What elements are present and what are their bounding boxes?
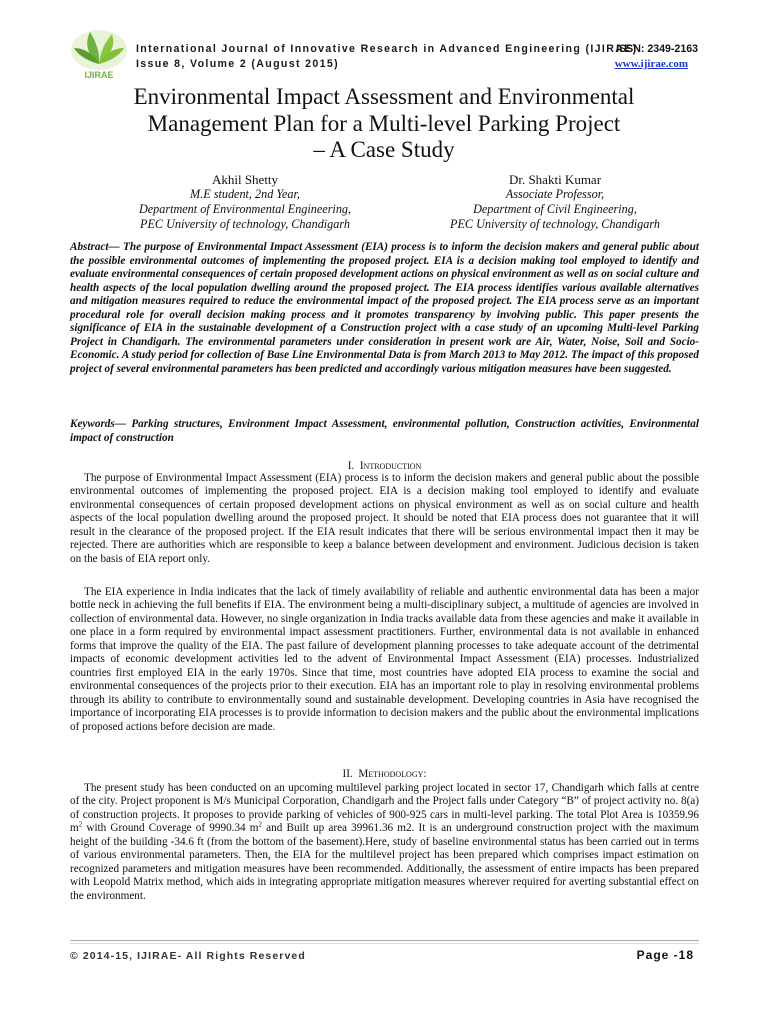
author-2-department: Department of Civil Engineering, — [473, 202, 637, 216]
section-heading-introduction — [70, 460, 699, 472]
journal-issn: ISSN: 2349-2163 — [616, 43, 698, 55]
paragraph-methodology — [70, 782, 699, 903]
author-2-affiliation: PEC University of technology, Chandigarh — [450, 217, 660, 231]
paper-title — [60, 84, 708, 164]
title-line-2: Management Plan for a Multi-level Parking Project — [147, 110, 621, 136]
author-2-name: Dr. Shakti Kumar — [508, 172, 602, 187]
section-title: Introduction — [359, 460, 422, 472]
author-1-department: Department of Environmental Engineering, — [138, 202, 352, 216]
methodology-text-c: and Built up area 39961.36 m2. It is an underground construction project with the maximum height of the building -34.6 ft (from the bottom of the basement).Here, study of baseline environmental status has been carried out in terms of various environmental parameters. Then, the EIA for the multilevel project has been prepared which comprises impact estimation on recognized parameters and mitigation measures have been recommended. Additionally, the assessment of entire impacts has been prepared with Leopold Matrix method, which aids in integrating appropriate mitigation measures wherever required for averting substantial effect on the environment. — [70, 822, 699, 902]
journal-url-link[interactable]: www.ijirae.com — [614, 58, 688, 70]
section-title: Methodology: — [358, 768, 427, 780]
title-line-1: Environmental Impact Assessment and Environmental — [133, 84, 635, 109]
title-line-3: – A Case Study — [313, 137, 455, 162]
paragraph-intro-1: The purpose of Environmental Impact Assessment (EIA) process is to inform the decision makers and general public about the possible environmental outcomes of implementing the proposed project. EIA is a decision making tool employed to identify and evaluate environmental consequences of certain proposed development actions on physical environment as well as on social culture and health aspects of the local population dwelling around the proposed project. It should be noted that EIA process does not guarantee that it will result in the clearance of the proposed project. If the EIA result indicates that there will be serious environmental impact then it may be rejected. There are authorities which are responsible to keep a balance between development and environment. Judicious decision is taken on the basis of EIA report only. — [70, 472, 699, 565]
abstract: Abstract— The purpose of Environmental Impact Assessment (EIA) process is to inform the decision makers and general public about the possible environmental outcomes of implementing the proposed project. EIA is a decision making tool employed to identify and evaluate environmental consequences of certain proposed development actions on physical environment as well as on social culture and health aspects of the local population dwelling around the proposed project. The EIA process identifies various available alternatives and mitigation measures required to reduce the environmental impact of the proposed project. The EIA process serve as an important procedural role for overall decision making process and it promotes transparency by involving public. This paper presents the significance of EIA in the sustainable development of a Construction project with a case study of an upcoming Multi-level Parking Project in Chandigarh. The environmental parameters under consideration in present work are Air, Water, Noise, Soil and Socio-Economic. A study period for collection of Base Line Environmental Data is from March 2013 to May 2012. The impact of this proposed project of several environmental parameters has been predicted and accordingly various mitigation measures have been suggested. — [70, 241, 699, 375]
footer-divider — [70, 940, 699, 941]
journal-logo — [66, 26, 136, 82]
section-number: I. — [347, 460, 355, 472]
journal-name: International Journal of Innovative Research in Advanced Engineering (IJIRAE) — [136, 43, 638, 55]
author-2 — [380, 172, 730, 232]
footer-divider-secondary — [70, 943, 699, 944]
methodology-text-a: The present study has been conducted on an upcoming multilevel parking project located in sector 17, Chandigarh which falls at centre of the city. Project proponent is M/s Municipal Corporation, Chandigarh and the Project falls under Category “B” of project activity no. 8(a) of construction projects. It proposes to provide parking of vehicles of 900-925 cars in multi-level parking. The total Plot Area is 10359.96 m — [70, 782, 699, 835]
keywords: Keywords— Parking structures, Environment Impact Assessment, environmental pollution, Construction activities, Environmental impact of construction — [70, 418, 699, 444]
section-number: II. — [342, 768, 353, 780]
svg-text:IJIRAE: IJIRAE — [84, 70, 114, 80]
section-heading-methodology — [70, 768, 699, 780]
footer-copyright: © 2014-15, IJIRAE- All Rights Reserved — [70, 950, 306, 962]
author-2-role: Associate Professor, — [505, 187, 605, 201]
author-1-role: M.E student, 2nd Year, — [190, 187, 300, 201]
author-1-name: Akhil Shetty — [211, 172, 279, 187]
journal-issue: Issue 8, Volume 2 (August 2015) — [136, 58, 339, 70]
page-number: Page -18 — [636, 948, 694, 962]
superscript: 2 — [78, 820, 83, 829]
author-1 — [70, 172, 420, 232]
paragraph-intro-2: The EIA experience in India indicates that the lack of timely availability of reliable and authentic environmental data has been a major bottle neck in achieving the full benefits if EIA. The environment being a multi-disciplinary subject, a multitude of agencies are involved in collection of environmental data. However, no single organization in India tracks available data from these agencies and make it available in one place in a form required by environmental impact assessment practitioners. Further, environmental data is not available in enhanced forms that improve the quality of the EIA. The past failure of development planning processes to take adequate account of the detrimental impacts of economic development activities led to the advent of Environmental Impact Assessment (EIA) processes. Industrialized countries first employed EIA in the early 1970s. Since that time, most countries have adopted EIA process to examine the social and environmental consequences of the projects prior to their execution. EIA has an important role to play in resolving environmental problems through its ability to contribute to environmentally sound and sustainable development. Developing countries in Asia have recognised the importance of incorporating EIA processes is to provide information to decision makers and the public about the environmental implications of proposed actions before decision are made. — [70, 586, 699, 733]
methodology-text-b: with Ground Coverage of 9990.34 m — [82, 822, 259, 835]
author-1-affiliation: PEC University of technology, Chandigarh — [140, 217, 350, 231]
superscript: 2 — [258, 820, 263, 829]
